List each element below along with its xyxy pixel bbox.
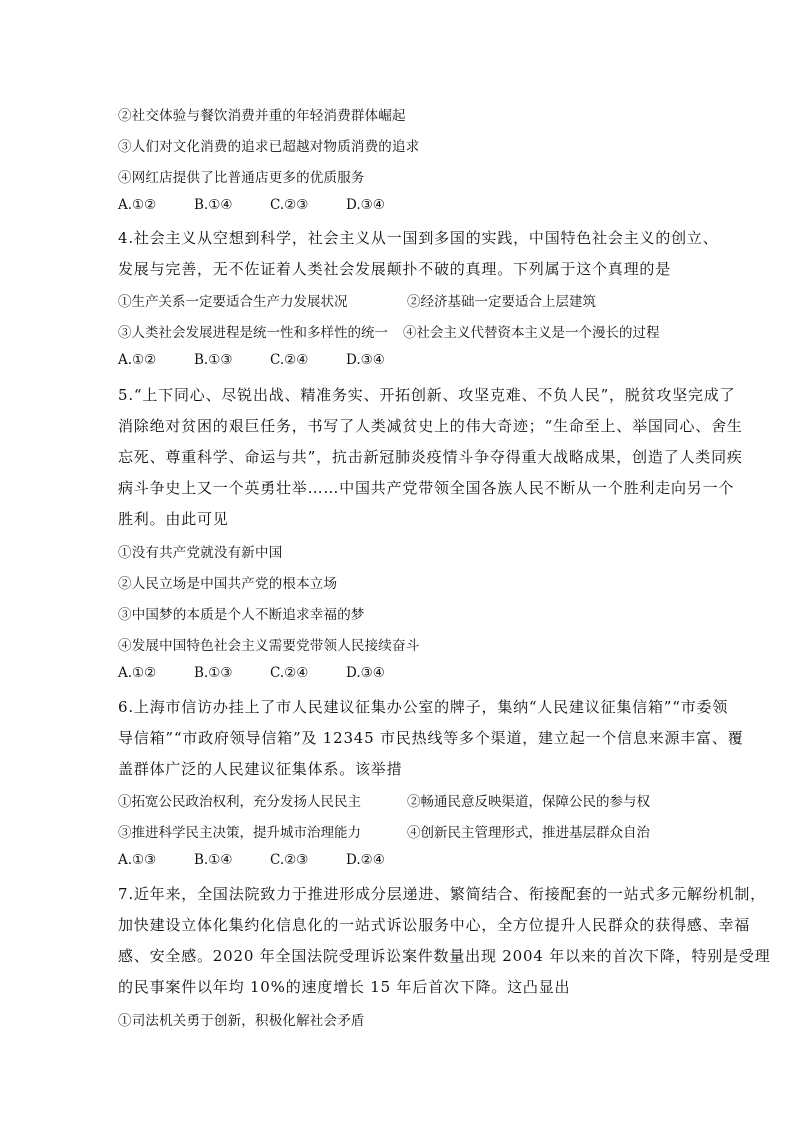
q7-stem-line-1: 7.近年来，全国法院致力于推进形成分层递进、繁简结合、衔接配套的一站式多元解纷机制， [118,885,766,903]
q4-answer-b: B.①③ [194,352,233,368]
q6-answer-b: B.①④ [194,852,233,868]
q3-answer-a: A.①② [118,197,157,213]
q3-option-4: ④网红店提供了比普通店更多的优质服务 [118,170,365,186]
q5-stem-line-1: 5.“上下同心、尽锐出战、精准务实、开拓创新、攻坚克难、不负人民”，脱贫攻坚完成了 [118,386,736,404]
q3-answer-c: C.②③ [270,197,309,213]
q4-option-3: ③人类社会发展进程是统一性和多样性的统一 [118,325,388,341]
q6-answer-d: D.②④ [346,852,385,868]
q5-stem-line-5: 胜利。由此可见 [118,510,229,528]
q3-answer-b: B.①④ [194,197,233,213]
q6-option-4: ④创新民主管理形式，推进基层群众自治 [407,825,650,841]
q5-option-2: ②人民立场是中国共产党的根本立场 [118,576,338,592]
q5-stem-line-2: 消除绝对贫困的艰巨任务，书写了人类减贫史上的伟大奇迹；“生命至上、举国同心、舍生 [118,417,743,435]
q6-option-3: ③推进科学民主决策，提升城市治理能力 [118,825,361,841]
q3-answer-row [118,197,418,215]
q7-stem-line-2: 加快建设立体化集约化信息化的一站式诉讼服务中心，全方位提升人民群众的获得感、幸福 [118,916,751,934]
q6-option-1: ①拓宽公民政治权利，充分发扬人民民主 [118,794,361,810]
q6-option-2: ②畅通民意反映渠道，保障公民的参与权 [407,794,650,810]
q4-option-2: ②经济基础一定要适合上层建筑 [407,294,596,310]
q4-answer-c: C.②④ [270,352,309,368]
q5-stem-line-4: 病斗争史上又一个英勇壮举……中国共产党带领全国各族人民不断从一个胜利走向另一个 [118,479,735,497]
q6-stem-line-3: 盖群体广泛的人民建议征集体系。该举措 [118,760,403,778]
q6-answer-a: A.①③ [118,852,157,868]
q6-options-row-1 [118,790,698,808]
q4-answer-d: D.③④ [346,352,385,368]
q5-option-4: ④发展中国特色社会主义需要党带领人民接续奋斗 [118,638,420,654]
q5-option-1: ①没有共产党就没有新中国 [118,545,283,561]
q3-answer-d: D.③④ [346,197,385,213]
q6-answer-c: C.②③ [270,852,309,868]
q4-answer-a: A.①② [118,352,157,368]
q5-answer-c: C.②④ [270,665,309,681]
q4-option-1: ①生产关系一定要适合生产力发展状况 [118,294,348,310]
q3-option-2: ②社交体验与餐饮消费并重的年轻消费群体崛起 [118,108,406,124]
q7-stem-line-4: 的民事案件以年均 10%的速度增长 15 年后首次下降。这凸显出 [118,978,571,996]
q5-answer-d: D.③④ [346,665,385,681]
q5-answer-a: A.①② [118,665,157,681]
q5-answer-row [118,665,418,683]
q6-stem-line-1: 6.上海市信访办挂上了市人民建议征集办公室的牌子，集纳“人民建议征集信箱”“市委领 [118,698,729,716]
q4-stem-line-2: 发展与完善，无不佐证着人类社会发展颠扑不破的真理。下列属于这个真理的是 [118,260,672,278]
q5-stem-line-3: 忘死、尊重科学、命运与共”，抗击新冠肺炎疫情斗争夺得重大战略成果，创造了人类同疾 [118,448,743,466]
q6-answer-row [118,852,418,870]
q7-option-1: ①司法机关勇于创新，积极化解社会矛盾 [118,1013,365,1029]
q6-stem-line-2: 导信箱”“市政府领导信箱”及 12345 市民热线等多个渠道，建立起一个信息来源丰富、覆 [118,729,744,747]
q4-stem-line-1: 4.社会主义从空想到科学，社会主义从一国到多国的实践，中国特色社会主义的创立、 [118,229,719,247]
q4-option-4: ④社会主义代替资本主义是一个漫长的过程 [403,325,660,341]
q4-options-row-1 [118,290,698,308]
q5-option-3: ③中国梦的本质是个人不断追求幸福的梦 [118,607,365,623]
q4-options-row-2 [118,321,698,339]
q4-answer-row [118,352,418,370]
q5-answer-b: B.①③ [194,665,233,681]
q6-options-row-2 [118,821,698,839]
q7-stem-line-3: 感、安全感。2020 年全国法院受理诉讼案件数量出现 2004 年以来的首次下降，特别是受理 [118,947,771,965]
q3-option-3: ③人们对文化消费的追求已超越对物质消费的追求 [118,139,420,155]
